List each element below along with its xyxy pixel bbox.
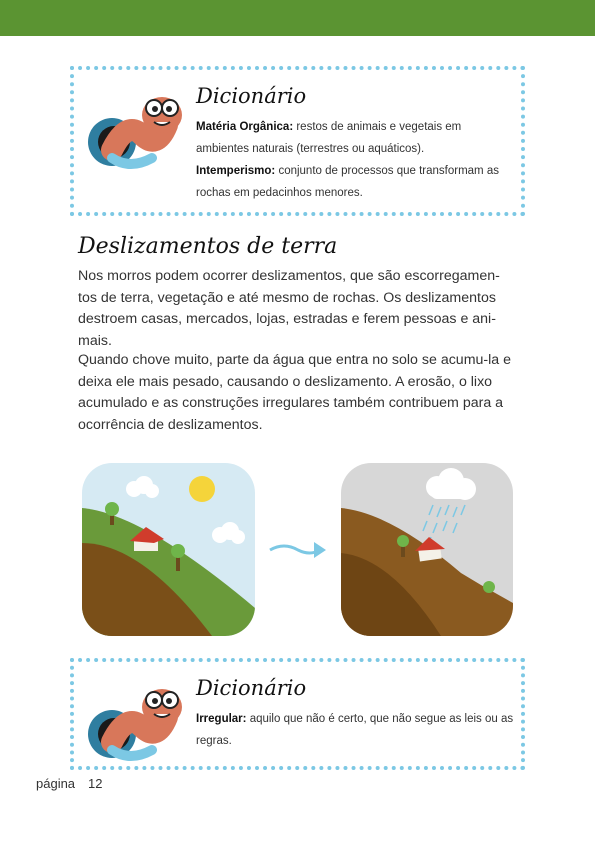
page-number: 12: [88, 776, 103, 791]
section-title: Deslizamentos de terra: [78, 234, 338, 259]
paragraph: Nos morros podem ocorrer deslizamentos, que são escorregamen-tos de terra, vegetação e até mesmo de rochas. Os deslizamentos destroem casas, mercados, lojas, estradas e ferem pessoas e ani-mais.: [78, 268, 500, 349]
entry-term: Intemperismo:: [196, 165, 276, 177]
dictionary-box: [70, 658, 525, 770]
arrow-right-icon: [268, 538, 328, 562]
entry-definition: restos de animais e vegetais em ambientes naturais (terrestres ou aquáticos).: [196, 121, 462, 155]
entry-definition: conjunto de processos que transformam as rochas em pedacinhos menores.: [196, 165, 499, 199]
dictionary-title: Dicionário: [196, 84, 307, 108]
paragraph: Quando chove muito, parte da água que entra no solo se acumu-la e deixa ele mais pesado, causando o deslizamento. A erosão, o lixo acumulado e as construções irregulares também contribuem para a ocorrência de deslizamentos.: [78, 352, 512, 433]
entry-definition: aquilo que não é certo, que não segue as leis ou as regras.: [196, 713, 514, 747]
dictionary-title: Dicionário: [196, 676, 307, 700]
sunny-hill-house-icon: [82, 463, 255, 636]
dictionary-box: [70, 66, 525, 216]
dictionary-entry: [196, 116, 516, 160]
dictionary-entry: [196, 708, 516, 752]
entry-term: Irregular:: [196, 713, 247, 725]
worm-mascot-icon: [82, 672, 192, 772]
dictionary-entries: [196, 708, 516, 752]
rain-landslide-house-icon: [341, 463, 513, 636]
dictionary-entry: [196, 160, 516, 204]
entry-term: Matéria Orgânica:: [196, 121, 294, 133]
page-label: página: [36, 776, 76, 791]
worm-mascot-icon: [82, 80, 192, 180]
top-banner: [0, 0, 595, 36]
dictionary-entries: [196, 116, 516, 204]
